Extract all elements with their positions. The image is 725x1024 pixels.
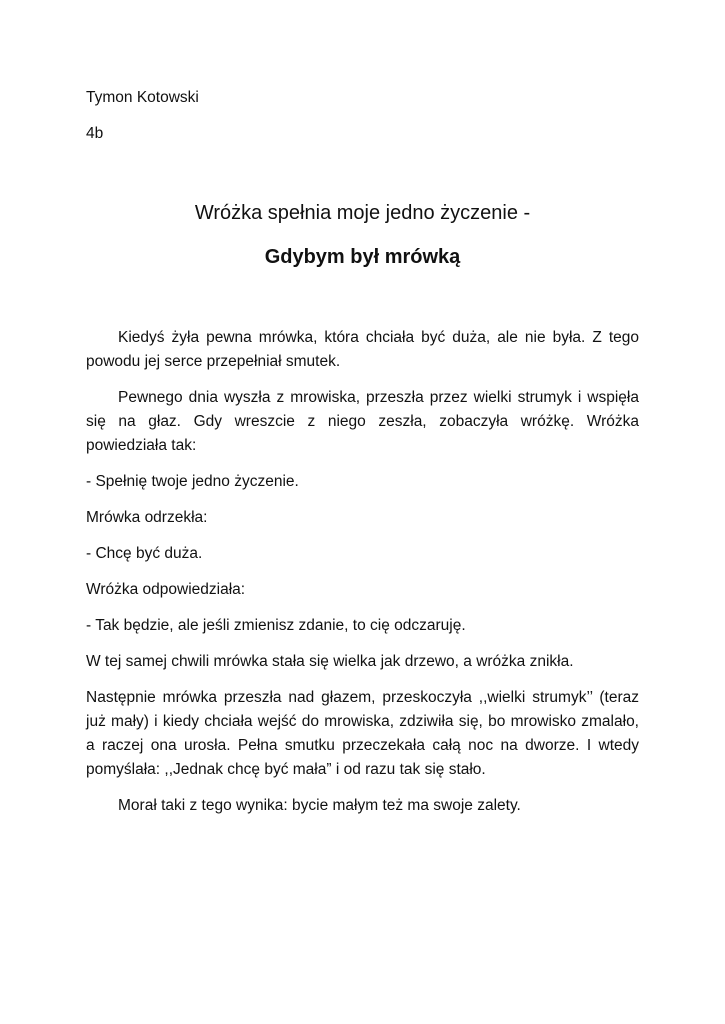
paragraph: Mrówka odrzekła: bbox=[86, 509, 208, 526]
paragraph: Wróżka odpowiedziała: bbox=[86, 581, 246, 598]
paragraph: - Chcę być duża. bbox=[86, 545, 203, 562]
paragraph: Pewnego dnia wyszła z mrowiska, przeszła przez wielki strumyk i wspięła się na głaz. Gdy wreszcie z niego zeszła, zobaczyła wróżkę. Wróżka powiedziała tak: bbox=[86, 389, 639, 454]
author-name: Tymon Kotowski bbox=[86, 89, 199, 106]
paragraph: - Tak będzie, ale jeśli zmienisz zdanie, to cię odczaruję. bbox=[86, 617, 466, 634]
essay-body bbox=[86, 326, 639, 830]
paragraph: - Spełnię twoje jedno życzenie. bbox=[86, 473, 299, 490]
essay-title: Wróżka spełnia moje jedno życzenie - bbox=[194, 202, 531, 224]
essay-subtitle: Gdybym był mrówką bbox=[264, 246, 461, 268]
paragraph: Morał taki z tego wynika: bycie małym też ma swoje zalety. bbox=[118, 797, 521, 814]
paragraph: W tej samej chwili mrówka stała się wielka jak drzewo, a wróżka znikła. bbox=[86, 653, 574, 670]
paragraph: Następnie mrówka przeszła nad głazem, przeskoczyła ,,wielki strumyk’’ (teraz już mały) i kiedy chciała wejść do mrowiska, zdziwiła się, bo mrowisko zmalało, a raczej ona urosła. Pełna smutku przeczekała całą noc na dworze. I wtedy pomyślała: ,,Jednak chcę być mała” i od razu tak się stało. bbox=[86, 689, 639, 778]
paragraph: Kiedyś żyła pewna mrówka, która chciała być duża, ale nie była. Z tego powodu jej serce przepełniał smutek. bbox=[86, 329, 639, 370]
class-label: 4b bbox=[86, 125, 104, 142]
